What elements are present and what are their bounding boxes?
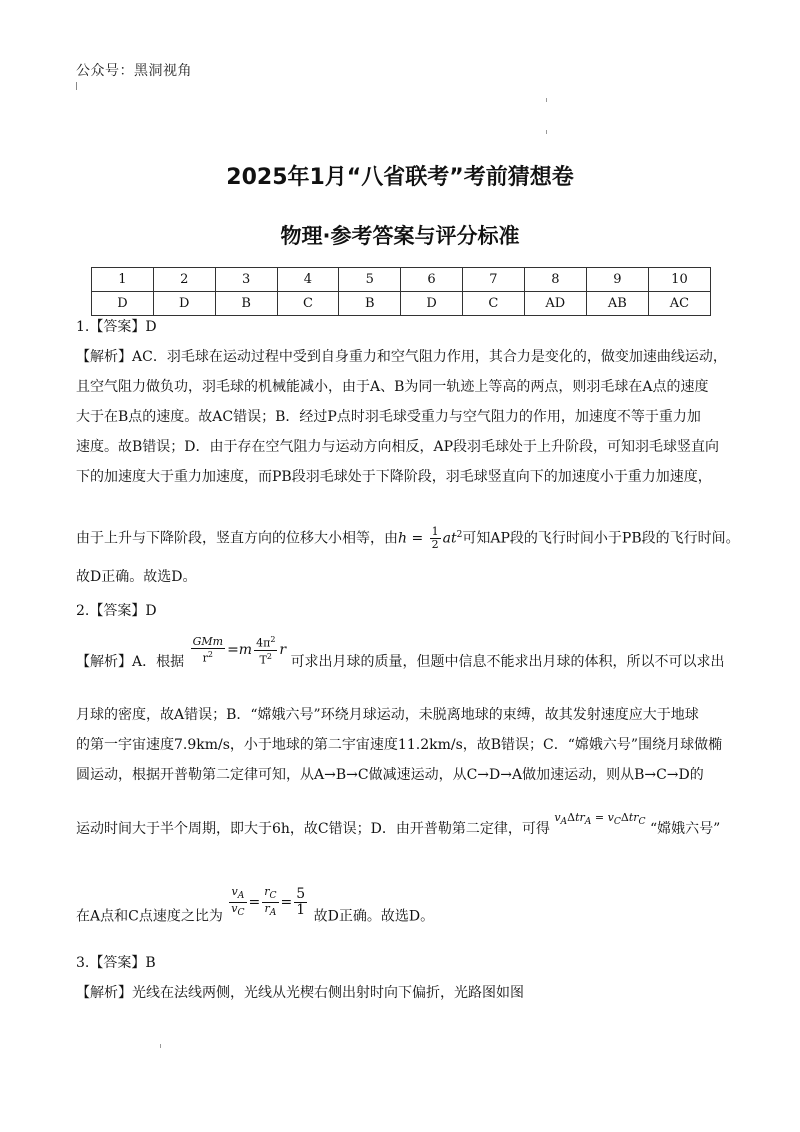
q2-text: 在A点和C点速度之比为: [76, 908, 223, 925]
q2-heading: 2.【答案】D: [76, 603, 157, 619]
q2-line: 的第一宇宙速度7.9km/s，小于地球的第二宇宙速度11.2km/s，故B错误；C．“嫦娥六号”围绕月球做椭: [76, 737, 723, 753]
table-cell: 3: [215, 268, 277, 292]
q2-line: [76, 885, 435, 933]
table-row-answers: [92, 292, 711, 316]
q2-text: 【解析】A．根据: [76, 654, 185, 671]
table-cell: 9: [586, 268, 648, 292]
q1-text: 可知AP段的飞行时间小于PB段的飞行时间。: [462, 530, 740, 547]
table-cell: 4: [277, 268, 339, 292]
table-cell: 2: [153, 268, 215, 292]
q3-line: 【解析】光线在法线两侧，光线从光楔右侧出射时向下偏折，光路图如图: [76, 985, 524, 1001]
table-cell: 7: [462, 268, 524, 292]
table-cell: 1: [92, 268, 154, 292]
table-cell: 5: [339, 268, 401, 292]
watermark: 公众号：黑洞视角: [76, 63, 192, 79]
table-cell: AD: [524, 292, 586, 316]
scan-mark: [160, 1044, 161, 1048]
q1-line: 大于在B点的速度。故AC错误；B．经过P点时羽毛球受重力与空气阻力的作用，加速度不等于重力加: [76, 409, 701, 425]
q2-line: [76, 811, 721, 839]
q1-line: 且空气阻力做负功，羽毛球的机械能减小，由于A、B为同一轨迹上等高的两点，则羽毛球在A点的速度: [76, 379, 709, 395]
formula-gravitation: $\frac{\text{GMm}}{r^2}$ =m $\frac{4\pi^2}{T^2}$ r: [192, 634, 287, 667]
table-cell: 6: [401, 268, 463, 292]
table-cell: 8: [524, 268, 586, 292]
table-cell: D: [92, 292, 154, 316]
q2-text: 可求出月球的质量，但题中信息不能求出月球的体积，所以不可以求出: [290, 654, 725, 671]
formula-kepler: $v_A\Delta tr_A = v_C\Delta tr_C$: [554, 811, 646, 828]
q1-line: 速度。故B错误；D．由于存在空气阻力与运动方向相反，AP段羽毛球处于上升阶段，可知羽毛球竖直向: [76, 439, 720, 455]
q3-heading: 3.【答案】B: [76, 955, 156, 971]
table-cell: D: [153, 292, 215, 316]
table-cell: 10: [648, 268, 710, 292]
table-cell: AC: [648, 292, 710, 316]
scan-mark: [546, 130, 547, 134]
q2-line: 圆运动，根据开普勒第二定律可知，从A→B→C做减速运动，从C→D→A做加速运动，则从B→C→D的: [76, 767, 704, 783]
table-cell: B: [215, 292, 277, 316]
table-cell: AB: [586, 292, 648, 316]
page-subtitle: 物理·参考答案与评分标准: [280, 224, 520, 248]
q2-text: 故D正确。故选D。: [313, 908, 435, 925]
table-cell: D: [401, 292, 463, 316]
q2-text: “嫦娥六号”: [649, 821, 721, 837]
q1-heading: 1.【答案】D: [76, 319, 157, 335]
q1-text: 由于上升与下降阶段，竖直方向的位移大小相等，由: [76, 530, 398, 547]
table-cell: C: [462, 292, 524, 316]
q2-line: [76, 634, 725, 678]
watermark-divider: [76, 82, 77, 90]
q2-text: 运动时间大于半个周期，即大于6h，故C错误；D．由开普勒第二定律，可得: [76, 821, 550, 837]
formula-velocity-ratio: $\frac{v_A}{v_C}$ = $\frac{r_C}{r_A}$ = $\frac{5}{1}$: [231, 885, 306, 919]
table-cell: B: [339, 292, 401, 316]
q1-line: 【解析】AC．羽毛球在运动过程中受到自身重力和空气阻力作用，其合力是变化的，做变加速曲线运动，: [76, 349, 727, 365]
answer-table: [91, 267, 711, 316]
formula-h: h: [398, 530, 408, 547]
q1-line: 故D正确。故选D。: [76, 569, 197, 585]
table-cell: C: [277, 292, 339, 316]
formula-fraction: $\frac{1}{2}$: [431, 525, 439, 551]
page-title: 2025年1月“八省联考”考前猜想卷: [226, 165, 574, 190]
scan-mark: [546, 98, 547, 102]
q2-line: 月球的密度，故A错误；B．“嫦娥六号”环绕月球运动，未脱离地球的束缚，故其发射速度应大于地球: [76, 707, 699, 723]
q1-line: 由于上升与下降阶段，竖直方向的位移大小相等，由h = $\frac{1}{2}$ $at^2$可知AP段的飞行时间小于PB段的飞行时间。: [76, 525, 740, 551]
q1-line: 下的加速度大于重力加速度，而PB段羽毛球处于下降阶段，羽毛球竖直向下的加速度小于重力加速度，: [76, 469, 712, 485]
table-row-numbers: [92, 268, 711, 292]
